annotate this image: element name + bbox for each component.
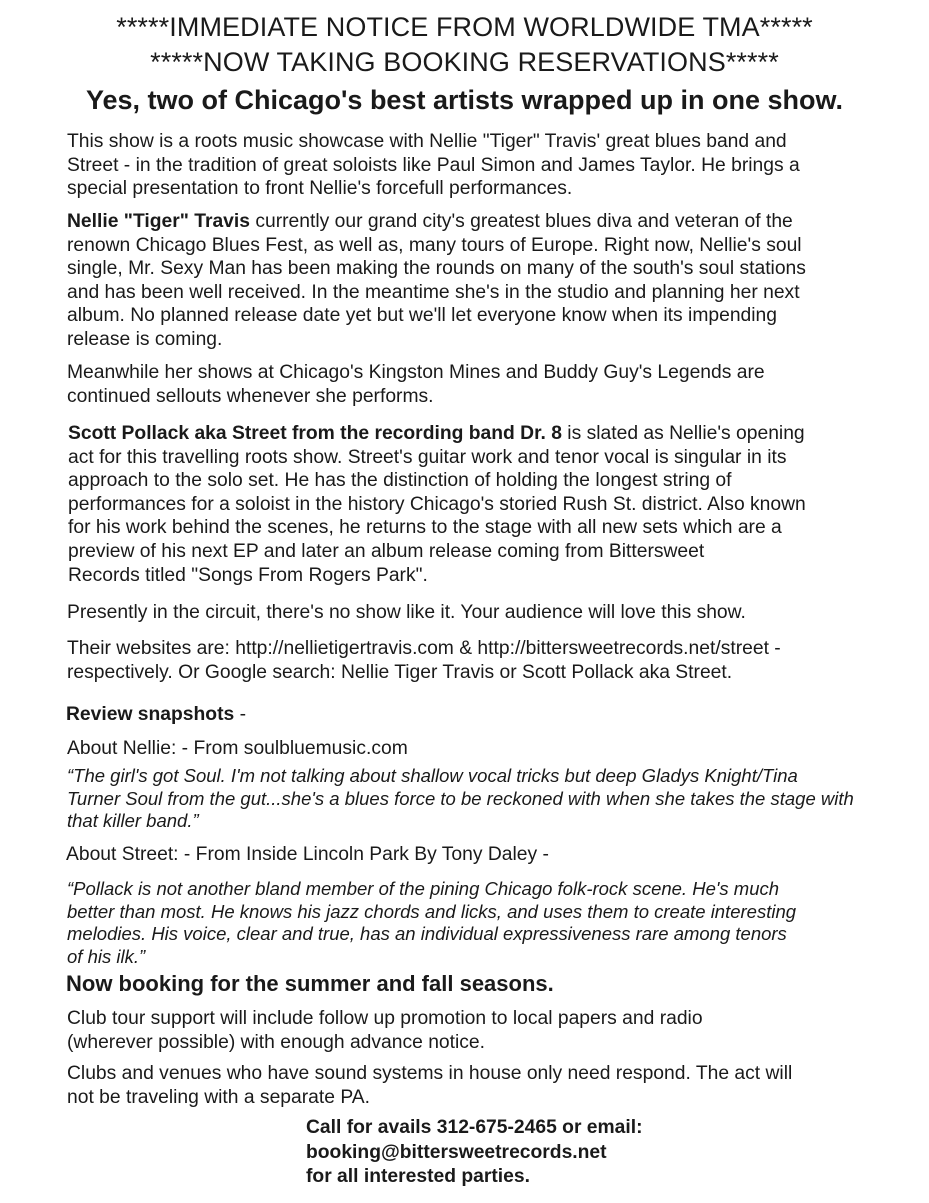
street-line: act for this travelling roots show. Street's guitar work and tenor vocal is singular in its [68, 446, 787, 468]
nellie-review-source-text: About Nellie: - From soulbluemusic.com [67, 738, 408, 759]
intro-line: This show is a roots music showcase with Nellie "Tiger" Travis' great blues band and [67, 131, 787, 152]
support-line: (wherever possible) with enough advance notice. [67, 1031, 486, 1053]
nellie-review-quote [67, 765, 927, 833]
street-line: Records titled "Songs From Rogers Park". [68, 564, 428, 586]
websites-paragraph [67, 637, 917, 684]
venues-line: Clubs and venues who have sound systems in house only need respond. The act will [67, 1063, 793, 1084]
quote-line: “Pollack is not another bland member of the pining Chicago folk-rock scene. He's much [67, 878, 780, 899]
quote-line: of his ilk.” [67, 945, 146, 967]
meanwhile-line: continued sellouts whenever she performs. [67, 385, 434, 407]
venues-paragraph [67, 1062, 917, 1109]
intro-line: special presentation to front Nellie's forcefull performances. [67, 178, 573, 200]
street-line-rest: is slated as Nellie's opening [561, 423, 805, 444]
nellie-line: release is coming. [67, 328, 223, 350]
street-line [68, 422, 918, 446]
nellie-line: single, Mr. Sexy Man has been making the rounds on many of the south's soul stations [67, 258, 806, 280]
quote-line: better than most. He knows his jazz chords and licks, and uses them to create interesting [67, 900, 797, 922]
contact-parties-line: for all interested parties. [306, 1166, 530, 1187]
review-snapshots-heading [66, 703, 916, 727]
websites-line: Their websites are: http://nellietigertravis.com & http://bittersweetrecords.net/street - [67, 638, 781, 659]
support-paragraph [67, 1007, 917, 1054]
street-review-quote [67, 878, 927, 968]
street-line: approach to the solo set. He has the distinction of holding the longest string of [68, 470, 732, 492]
venues-line: not be traveling with a separate PA. [67, 1086, 370, 1108]
contact-email-line: booking@bittersweetrecords.net [306, 1141, 607, 1163]
nellie-paragraph [67, 210, 917, 352]
street-line: for his work behind the scenes, he returns to the stage with all new sets which are a [68, 517, 782, 539]
street-review-source-text: About Street: - From Inside Lincoln Park By Tony Daley - [66, 844, 549, 865]
page-headline: Yes, two of Chicago's best artists wrapped up in one show. [85, 85, 844, 115]
street-paragraph [68, 422, 918, 587]
street-review-source [66, 843, 916, 867]
support-line: Club tour support will include follow up promotion to local papers and radio [67, 1008, 703, 1029]
notice-heading: *****IMMEDIATE NOTICE FROM WORLDWIDE TMA***** [116, 12, 813, 42]
intro-line: Street - in the tradition of great soloists like Paul Simon and James Taylor. He brings a [67, 154, 800, 176]
nellie-review-source [67, 737, 917, 761]
review-snapshots-suffix: - [234, 704, 247, 725]
meanwhile-paragraph [67, 361, 917, 408]
nellie-name: Nellie "Tiger" Travis [67, 211, 250, 232]
contact-phone-line: Call for avails 312-675-2465 or email: [306, 1117, 643, 1138]
quote-line: melodies. His voice, clear and true, has an individual expressiveness rare among tenors [67, 923, 787, 944]
websites-line: respectively. Or Google search: Nellie Tiger Travis or Scott Pollack aka Street. [67, 661, 733, 683]
quote-line: that killer band.” [67, 810, 199, 831]
nellie-line-rest: currently our grand city's greatest blues diva and veteran of the [249, 211, 793, 232]
presently-paragraph [67, 601, 917, 625]
intro-paragraph [67, 130, 917, 201]
booking-reservations-heading: *****NOW TAKING BOOKING RESERVATIONS***** [150, 47, 779, 77]
meanwhile-line: Meanwhile her shows at Chicago's Kingston Mines and Buddy Guy's Legends are [67, 362, 765, 383]
review-snapshots-title: Review snapshots [66, 704, 235, 725]
street-name: Scott Pollack aka Street from the recording band Dr. 8 [68, 423, 562, 444]
quote-line: Turner Soul from the gut...she's a blues force to be reckoned with when she takes the stage with [67, 787, 854, 809]
nellie-line [67, 210, 917, 234]
street-line: performances for a soloist in the history Chicago's storied Rush St. district. Also known [68, 493, 806, 515]
nellie-line: album. No planned release date yet but we'll let everyone know when its impending [67, 305, 778, 327]
contact-block [306, 1116, 643, 1190]
nellie-line: and has been well received. In the meantime she's in the studio and planning her next [67, 281, 800, 303]
booking-headline: Now booking for the summer and fall seasons. [66, 971, 554, 996]
presently-line: Presently in the circuit, there's no show like it. Your audience will love this show. [67, 602, 746, 623]
nellie-line: renown Chicago Blues Fest, as well as, many tours of Europe. Right now, Nellie's soul [67, 234, 802, 256]
street-line: preview of his next EP and later an album release coming from Bittersweet [68, 540, 705, 562]
quote-line: “The girl's got Soul. I'm not talking about shallow vocal tricks but deep Gladys Knight/Tina [67, 765, 798, 786]
